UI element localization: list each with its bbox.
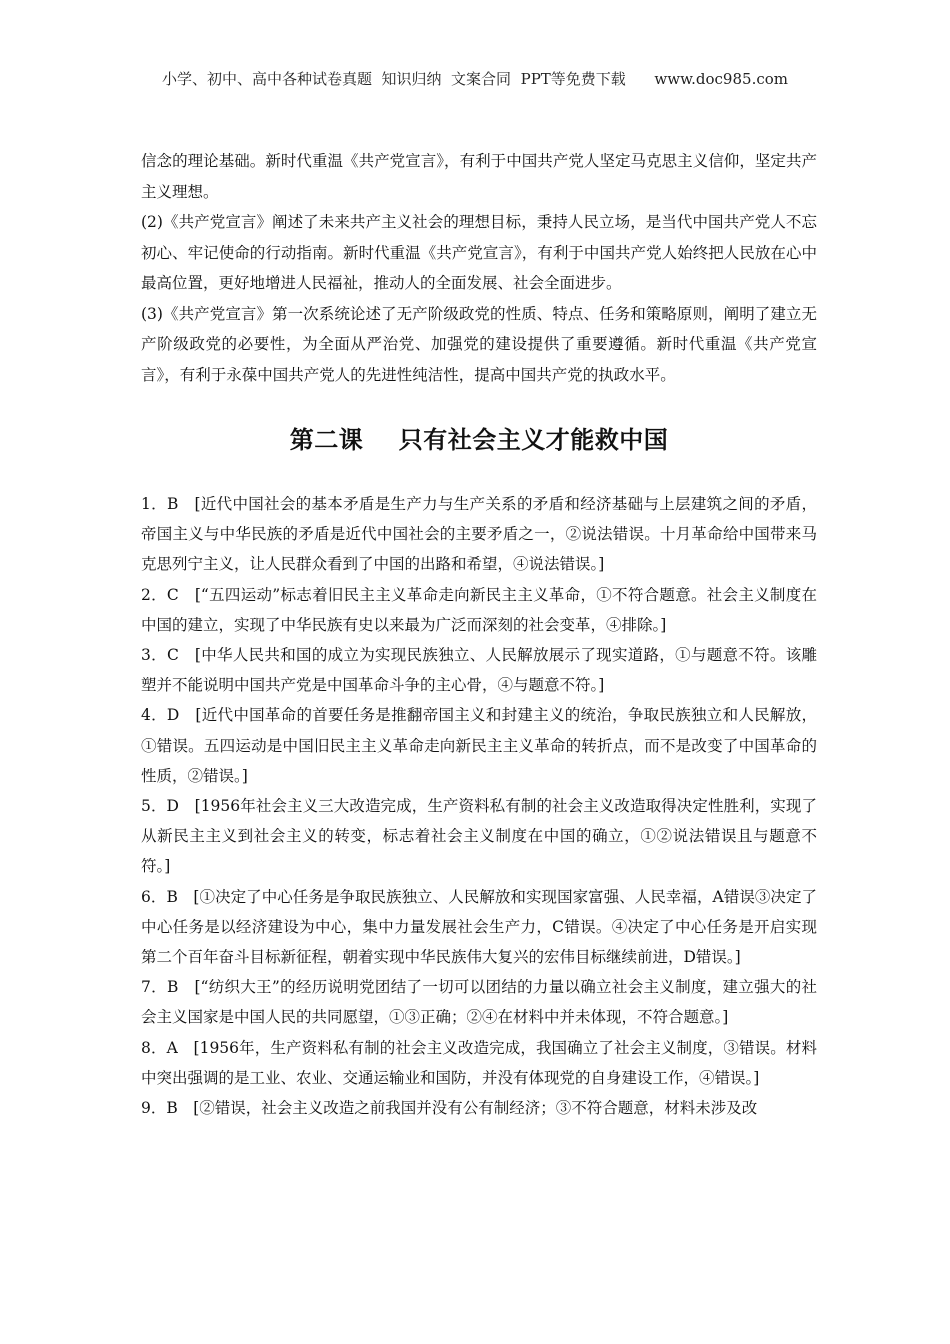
answer-item: 3．C [中华人民共和国的成立为实现民族独立、人民解放展示了现实道路，①与题意不符。该雕塑并不能说明中国共产党是中国革命斗争的主心骨，④与题意不符。] (141, 646, 817, 695)
intro-paragraph: (2)《共产党宣言》阐述了未来共产主义社会的理想目标，秉持人民立场，是当代中国共产党人不忘初心、牢记使命的行动指南。新时代重温《共产党宣言》，有利于中国共产党人始终把人民放在心中最高位置，更好地增进人民福祉，推动人的全面发展、社会全面进步。 (141, 213, 817, 292)
answer-item: 8．A [1956年，生产资料私有制的社会主义改造完成，我国确立了社会主义制度，③错误。材料中突出强调的是工业、农业、交通运输业和国防，并没有体现党的自身建设工作，④错误。] (141, 1038, 817, 1087)
answer-item: 7．B [“纺织大王”的经历说明党团结了一切可以团结的力量以确立社会主义制度，建立强大的社会主义国家是中国人民的共同愿望，①③正确；②④在材料中并未体现，不符合题意。] (141, 978, 817, 1027)
answer-item: 1．B [近代中国社会的基本矛盾是生产力与生产关系的矛盾和经济基础与上层建筑之间的矛盾，帝国主义与中华民族的矛盾是近代中国社会的主要矛盾之一，②说法错误。十月革命给中国带来马克思列宁主义，让人民群众看到了中国的出路和希望，④说法错误。] (141, 495, 817, 574)
intro-paragraph: (3)《共产党宣言》第一次系统论述了无产阶级政党的性质、特点、任务和策略原则，阐明了建立无产阶级政党的必要性，为全面从严治党、加强党的建设提供了重要遵循。新时代重温《共产党宣言》，有利于永葆中国共产党人的先进性纯洁性，提高中国共产党的执政水平。 (141, 304, 817, 384)
answer-item: 9．B [②错误，社会主义改造之前我国并没有公有制经济；③不符合题意，材料未涉及改 (141, 1099, 758, 1118)
answer-item: 2．C [“五四运动”标志着旧民主主义革命走向新民主主义革命，①不符合题意。社会主义制度在中国的建立，实现了中华民族有史以来最为广泛而深刻的社会变革，④排除。] (141, 585, 817, 634)
answer-item: 5．D [1956年社会主义三大改造完成，生产资料私有制的社会主义改造取得决定性胜利，实现了从新民主主义到社会主义的转变，标志着社会主义制度在中国的确立，①②说法错误且与题意不符。] (141, 797, 817, 876)
intro-paragraph: 信念的理论基础。新时代重温《共产党宣言》，有利于中国共产党人坚定马克思主义信仰，坚定共产主义理想。 (141, 152, 817, 201)
answer-item: 4．D [近代中国革命的首要任务是推翻帝国主义和封建主义的统治，争取民族独立和人民解放，①错误。五四运动是中国旧民主主义革命走向新民主主义革命的转折点，而不是改变了中国革命的性质，②错误。] (141, 706, 817, 785)
page-header: 小学、初中、高中各种试卷真题 知识归纳 文案合同 PPT等免费下载 www.doc985.com (161, 70, 788, 88)
page-content (141, 146, 817, 1123)
answer-item: 6．B [①决定了中心任务是争取民族独立、人民解放和实现国家富强、人民幸福，A错误③决定了中心任务是以经济建设为中心，集中力量发展社会生产力，C错误。④决定了中心任务是开启实现第二个百年奋斗目标新征程，朝着实现中华民族伟大复兴的宏伟目标继续前进，D错误。] (141, 887, 817, 967)
lesson-title: 第二课 只有社会主义才能救中国 (289, 426, 669, 454)
